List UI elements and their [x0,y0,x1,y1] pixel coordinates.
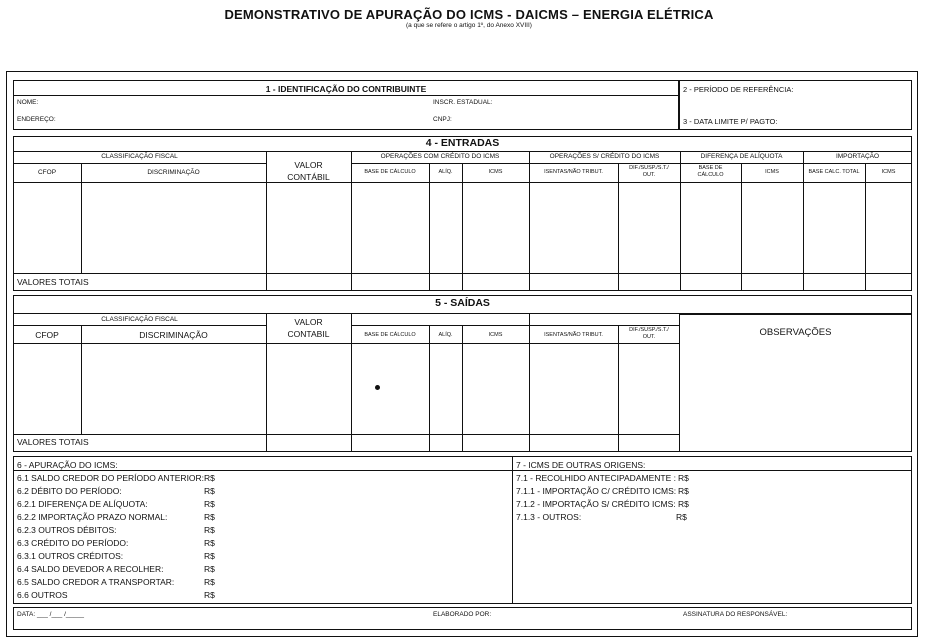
saidas-data-area[interactable] [14,344,678,433]
periodo-referencia-label: 2 - PERÍODO DE REFERÊNCIA: [683,85,794,94]
apuracao-currency-label: R$ [204,525,215,535]
entradas-aliq-header: ALÍQ. [438,169,453,175]
apuracao-value-field[interactable] [218,524,503,536]
nome-label: NOME: [17,99,39,106]
apuracao-value-field[interactable] [218,472,503,484]
apuracao-currency-label: R$ [204,577,215,587]
entradas-dif-base-header: BASE DE [698,165,723,171]
data-field[interactable] [40,609,130,621]
apuracao-currency-label: R$ [204,473,215,483]
apuracao-currency-label: R$ [204,538,215,548]
entradas-dif-aliquota-header: DIFERENÇA DE ALÍQUOTA [700,153,783,160]
entradas-dif-calculo-header: CÁLCULO [697,172,724,178]
assinatura-label: ASSINATURA DO RESPONSÁVEL: [683,611,788,618]
entradas-data-area[interactable] [14,183,911,272]
endereco-label: ENDEREÇO: [17,116,56,123]
saidas-out-header: OUT. [642,334,656,340]
apuracao-item: 6.2.3 OUTROS DÉBITOS: [17,525,117,535]
outras-origens-title: 7 - ICMS DE OUTRAS ORIGENS: [516,460,646,470]
outras-origens-value-field[interactable] [692,485,907,497]
entradas-importacao-header: IMPORTAÇÃO [835,153,880,160]
apuracao-item: 6.1 SALDO CREDOR DO PERÍODO ANTERIOR: [17,473,205,483]
elaborado-por-field[interactable] [492,609,672,621]
observacoes-field[interactable] [682,343,909,449]
apuracao-currency-label: R$ [204,499,215,509]
apuracao-item: 6.5 SALDO CREDOR A TRANSPORTAR: [17,577,175,587]
entradas-dif-icms-header: ICMS [765,169,779,175]
entradas-valor-header: VALOR [294,160,323,170]
saidas-title: 5 - SAÍDAS [435,297,490,309]
entradas-base-calculo-header: BASE DE CÁLCULO [364,169,416,175]
entradas-isentas-header: ISENTAS/NÃO TRIBUT. [544,169,603,175]
outras-origens-item: 7.1.2 - IMPORTAÇÃO S/ CRÉDITO ICMS: [516,499,676,509]
saidas-valor-header: VALOR [294,317,323,327]
outras-origens-currency-label: R$ [678,486,689,496]
data-limite-label: 3 - DATA LIMITE P/ PAGTO: [683,117,778,126]
periodo-referencia-field[interactable] [683,95,908,109]
apuracao-item: 6.2.1 DIFERENÇA DE ALÍQUOTA: [17,499,148,509]
outras-origens-item: 7.1.1 - IMPORTAÇÃO C/ CRÉDITO ICMS: [516,486,677,496]
endereco-field[interactable] [55,113,415,127]
entradas-icms-header: ICMS [488,169,503,175]
outras-origens-currency-label: R$ [678,499,689,509]
form-subtitle: (a que se refere o artigo 1º, do Anexo XVIII) [406,22,532,29]
apuracao-currency-label: R$ [204,486,215,496]
apuracao-item: 6.3.1 OUTROS CRÉDITOS: [17,551,124,561]
entradas-imp-icms-header: ICMS [881,169,896,175]
entradas-discriminacao-header: DISCRIMINAÇÃO [147,169,200,176]
apuracao-currency-label: R$ [204,590,215,600]
saidas-contabil-header: CONTABIL [287,329,330,339]
saidas-discriminacao-header: DISCRIMINAÇÃO [139,330,208,340]
observacoes-title: OBSERVAÇÕES [759,327,832,338]
saidas-aliq-header: ALÍQ. [438,332,453,338]
apuracao-item: 6.2 DÉBITO DO PERÍODO: [17,486,122,496]
apuracao-item: 6.4 SALDO DEVEDOR A RECOLHER: [17,564,164,574]
entradas-op-credito-header: OPERAÇÕES COM CRÉDITO DO ICMS [380,153,500,160]
apuracao-value-field[interactable] [218,511,503,523]
entradas-dif-header: DIF./SUSP./S.T./ [629,165,669,171]
saidas-isentas-header: ISENTAS/NÃO TRIBUT. [544,332,603,338]
saidas-base-calculo-header: BASE DE CÁLCULO [364,332,416,338]
apuracao-value-field[interactable] [218,550,503,562]
apuracao-value-field[interactable] [218,589,503,601]
entradas-cfop-header: CFOP [37,169,57,176]
outras-origens-currency-label: R$ [676,512,687,522]
cnpj-label: CNPJ: [433,116,452,123]
apuracao-currency-label: R$ [204,512,215,522]
apuracao-item: 6.2.2 IMPORTAÇÃO PRAZO NORMAL: [17,512,168,522]
cnpj-field[interactable] [455,113,675,127]
outras-origens-item: 7.1.3 - OUTROS: [516,512,582,522]
apuracao-value-field[interactable] [218,576,503,588]
apuracao-value-field[interactable] [218,537,503,549]
data-limite-field[interactable] [780,114,908,128]
nome-field[interactable] [40,97,420,110]
assinatura-field[interactable] [785,609,909,621]
apuracao-currency-label: R$ [204,551,215,561]
entradas-out-header: OUT. [642,172,656,178]
outras-origens-value-field[interactable] [692,472,907,484]
form-title: DEMONSTRATIVO DE APURAÇÃO DO ICMS - DAICMS – ENERGIA ELÉTRICA [224,7,714,22]
outras-origens-value-field[interactable] [692,511,907,523]
outras-origens-currency-label: R$ [678,473,689,483]
entradas-title: 4 - ENTRADAS [425,137,500,149]
apuracao-title: 6 - APURAÇÃO DO ICMS: [17,460,118,470]
outras-origens-value-field[interactable] [692,498,907,510]
saidas-icms-header: ICMS [488,332,503,338]
inscricao-estadual-label: INSCR. ESTADUAL: [433,99,493,106]
saidas-cfop-header: CFOP [35,330,59,340]
inscricao-estadual-field[interactable] [495,97,675,110]
apuracao-value-field[interactable] [218,485,503,497]
outras-origens-item: 7.1 - RECOLHIDO ANTECIPADAMENTE : [516,473,676,483]
elaborado-por-label: ELABORADO POR: [433,611,492,618]
entradas-op-sem-credito-header: OPERAÇÕES S/ CRÉDITO DO ICMS [549,153,660,160]
entradas-contabil-header: CONTÁBIL [287,172,330,182]
apuracao-item: 6.3 CRÉDITO DO PERÍODO: [17,538,129,548]
saidas-classificacao-fiscal: CLASSIFICAÇÃO FISCAL [101,316,178,323]
entradas-classificacao-fiscal: CLASSIFICAÇÃO FISCAL [101,153,178,160]
entradas-base-calc-total-header: BASE CALC. TOTAL [808,169,860,175]
apuracao-value-field[interactable] [218,563,503,575]
ink-dot [375,385,380,390]
saidas-dif-header: DIF./SUSP./S.T./ [629,327,669,333]
apuracao-currency-label: R$ [204,564,215,574]
identificacao-title: 1 - IDENTIFICAÇÃO DO CONTRIBUINTE [265,84,427,94]
saidas-valores-totais: VALORES TOTAIS [17,437,89,447]
apuracao-value-field[interactable] [218,498,503,510]
data-label: DATA: ___ /___ /_____ [17,611,84,618]
apuracao-item: 6.6 OUTROS [17,590,68,600]
entradas-valores-totais: VALORES TOTAIS [17,277,89,287]
